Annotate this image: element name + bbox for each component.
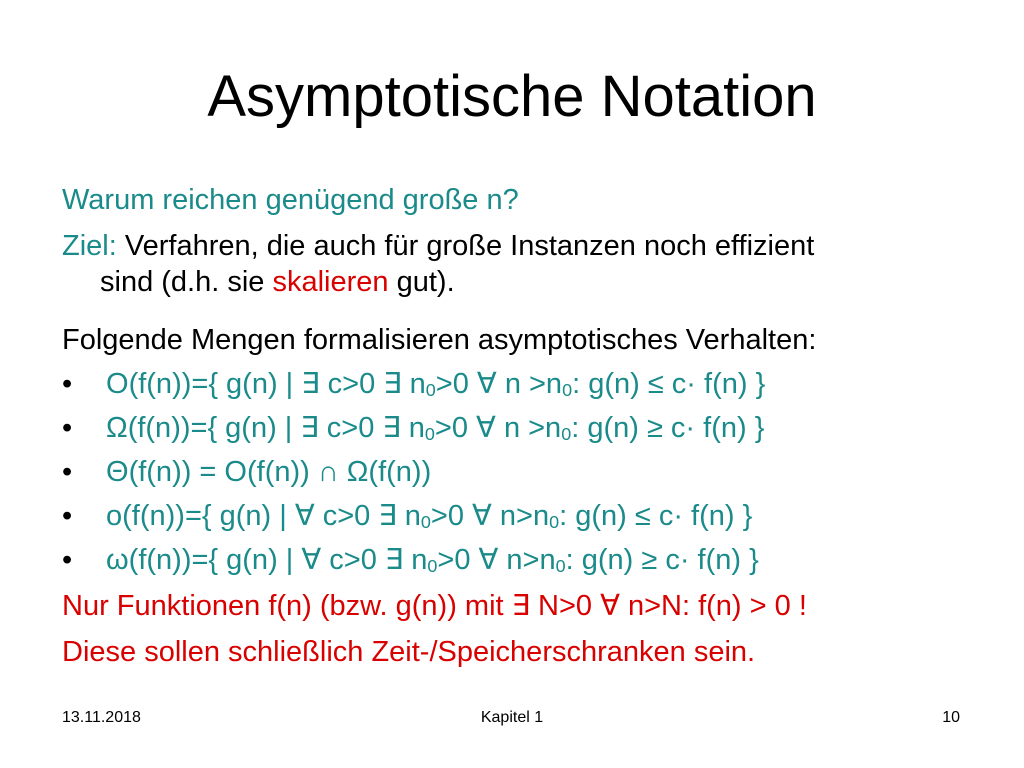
footer-page-number: 10 (942, 709, 960, 726)
footer-chapter: Kapitel 1 (480, 709, 544, 726)
question-line: Warum reichen genügend große n? (62, 184, 519, 216)
bullet-theta: • Θ(f(n)) = O(f(n)) ∩ Ω(f(n)) (62, 456, 432, 488)
goal-text-2b: gut). (388, 266, 455, 298)
bullet-dot: • (62, 368, 73, 400)
bullet-dot: • (62, 456, 73, 488)
goal-highlight: skalieren (272, 266, 389, 298)
bullet-dot: • (62, 544, 73, 576)
sets-intro: Folgende Mengen formalisieren asymptotisches Verhalten: (62, 324, 817, 356)
bullet-little-o: • o(f(n))={ g(n) | ∀ c>0 ∃ $n_0>0$ ∀ $n>n_0$: g(n) ≤ c· f(n) } (62, 500, 753, 533)
bullet-dot: • (62, 500, 73, 532)
goal-text-1: Verfahren, die auch für große Instanzen noch effizient (116, 230, 815, 262)
slide-body (62, 182, 982, 670)
note-bounds: Diese sollen schließlich Zeit-/Speicherschranken sein. (62, 636, 756, 668)
slide-title: Asymptotische Notation (207, 64, 817, 129)
goal-block (62, 228, 982, 300)
bullet-dot: • (62, 412, 73, 444)
goal-text-2a: sind (d.h. sie (100, 266, 273, 298)
footer-date: 13.11.2018 (62, 709, 141, 726)
bullet-big-omega: • Ω(f(n))={ g(n) | ∃ c>0 ∃ $n_0>0$ ∀ $n >n_0$: g(n) ≥ c· f(n) } (62, 412, 765, 445)
bullet-little-omega: • ω(f(n))={ g(n) | ∀ c>0 ∃ $n_0>0$ ∀ $n>n_0$: g(n) ≥ c· f(n) } (62, 544, 759, 577)
note-positive-functions: Nur Funktionen f(n) (bzw. g(n)) mit ∃ N>0 ∀ n>N: f(n) > 0 ! (62, 590, 807, 622)
bullet-big-o: • O(f(n))={ g(n) | ∃ c>0 ∃ $n_0>0$ ∀ $n >n_0$: g(n) ≤ c· f(n) } (62, 368, 766, 401)
goal-label: Ziel: (62, 230, 117, 262)
